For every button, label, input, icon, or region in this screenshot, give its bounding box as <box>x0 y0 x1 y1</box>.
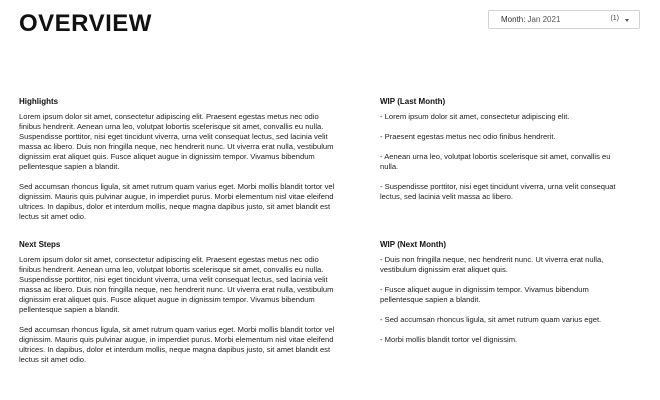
month-filter-count: (1) <box>610 15 619 22</box>
month-filter-label: Month: <box>501 15 526 24</box>
wip-last-month-heading: WIP (Last Month) <box>380 97 446 106</box>
next-steps-paragraph: Lorem ipsum dolor sit amet, consectetur adipiscing elit. Praesent egestas metus nec odio finibus hendrerit. Aenean urna leo, volutpat lobortis scelerisque sit amet, convallis eu nulla. Suspendisse porttitor, nisi eget tincidunt viverra, urna velit consequat lectus, sed lacinia velit massa ac libero. Duis non fringilla neque, nec hendrerit nunc. Ut viverra erat nulla, vestibulum dignissim erat aliquet quis. Fusce aliquet augue in dignissim tempor. Vivamus bibendum pellentesque sapien a blandit. <box>19 255 334 314</box>
wip-last-month-item: - Suspendisse porttitor, nisi eget tincidunt viverra, urna velit consequat lectus, sed lacinia velit massa ac libero. <box>380 182 616 201</box>
wip-next-month-heading: WIP (Next Month) <box>380 240 447 249</box>
wip-last-month-item: - Aenean urna leo, volutpat lobortis scelerisque sit amet, convallis eu nulla. <box>380 152 611 171</box>
wip-next-month-section <box>380 240 630 355</box>
next-steps-paragraph: Sed accumsan rhoncus ligula, sit amet rutrum quam varius eget. Morbi mollis blandit tortor vel dignissim. Mauris quis pulvinar augue, in imperdiet purus. Morbi elementum nisl vitae eleifend ultrices. In dapibus, dolor et interdum mollis, neque magna dapibus justo, sit amet blandit est lectus sit amet odio. <box>19 325 335 364</box>
wip-last-month-item: - Lorem ipsum dolor sit amet, consectetur adipiscing elit. <box>380 112 570 121</box>
wip-next-month-item: - Fusce aliquet augue in dignissim tempor. Vivamus bibendum pellentesque sapien a blandit. <box>380 285 589 304</box>
highlights-section <box>19 97 339 232</box>
wip-next-month-item: - Duis non fringilla neque, nec hendrerit nunc. Ut viverra erat nulla, vestibulum dignissim erat aliquet quis. <box>380 255 604 274</box>
chevron-down-icon[interactable] <box>625 19 629 22</box>
highlights-paragraph: Sed accumsan rhoncus ligula, sit amet rutrum quam varius eget. Morbi mollis blandit tortor vel dignissim. Mauris quis pulvinar augue, in imperdiet purus. Morbi elementum nisl vitae eleifend ultrices. In dapibus, dolor et interdum mollis, neque magna dapibus justo, sit amet blandit est lectus sit amet odio. <box>19 182 335 221</box>
wip-next-month-item: - Morbi mollis blandit tortor vel dignissim. <box>380 335 518 344</box>
next-steps-section <box>19 240 339 375</box>
month-filter-value: Jan 2021 <box>527 15 561 24</box>
wip-last-month-section <box>380 97 630 212</box>
page-title: OVERVIEW <box>19 10 152 37</box>
wip-next-month-item: - Sed accumsan rhoncus ligula, sit amet rutrum quam varius eget. <box>380 315 602 324</box>
highlights-heading: Highlights <box>19 97 59 106</box>
next-steps-heading: Next Steps <box>19 240 61 249</box>
month-filter-dropdown[interactable] <box>488 10 640 29</box>
highlights-paragraph: Lorem ipsum dolor sit amet, consectetur adipiscing elit. Praesent egestas metus nec odio finibus hendrerit. Aenean urna leo, volutpat lobortis scelerisque sit amet, convallis eu nulla. Suspendisse porttitor, nisi eget tincidunt viverra, urna velit consequat lectus, sed lacinia velit massa ac libero. Duis non fringilla neque, nec hendrerit nunc. Ut viverra erat nulla, vestibulum dignissim erat aliquet quis. Fusce aliquet augue in dignissim tempor. Vivamus bibendum pellentesque sapien a blandit. <box>19 112 334 171</box>
wip-last-month-item: - Praesent egestas metus nec odio finibus hendrerit. <box>380 132 556 141</box>
